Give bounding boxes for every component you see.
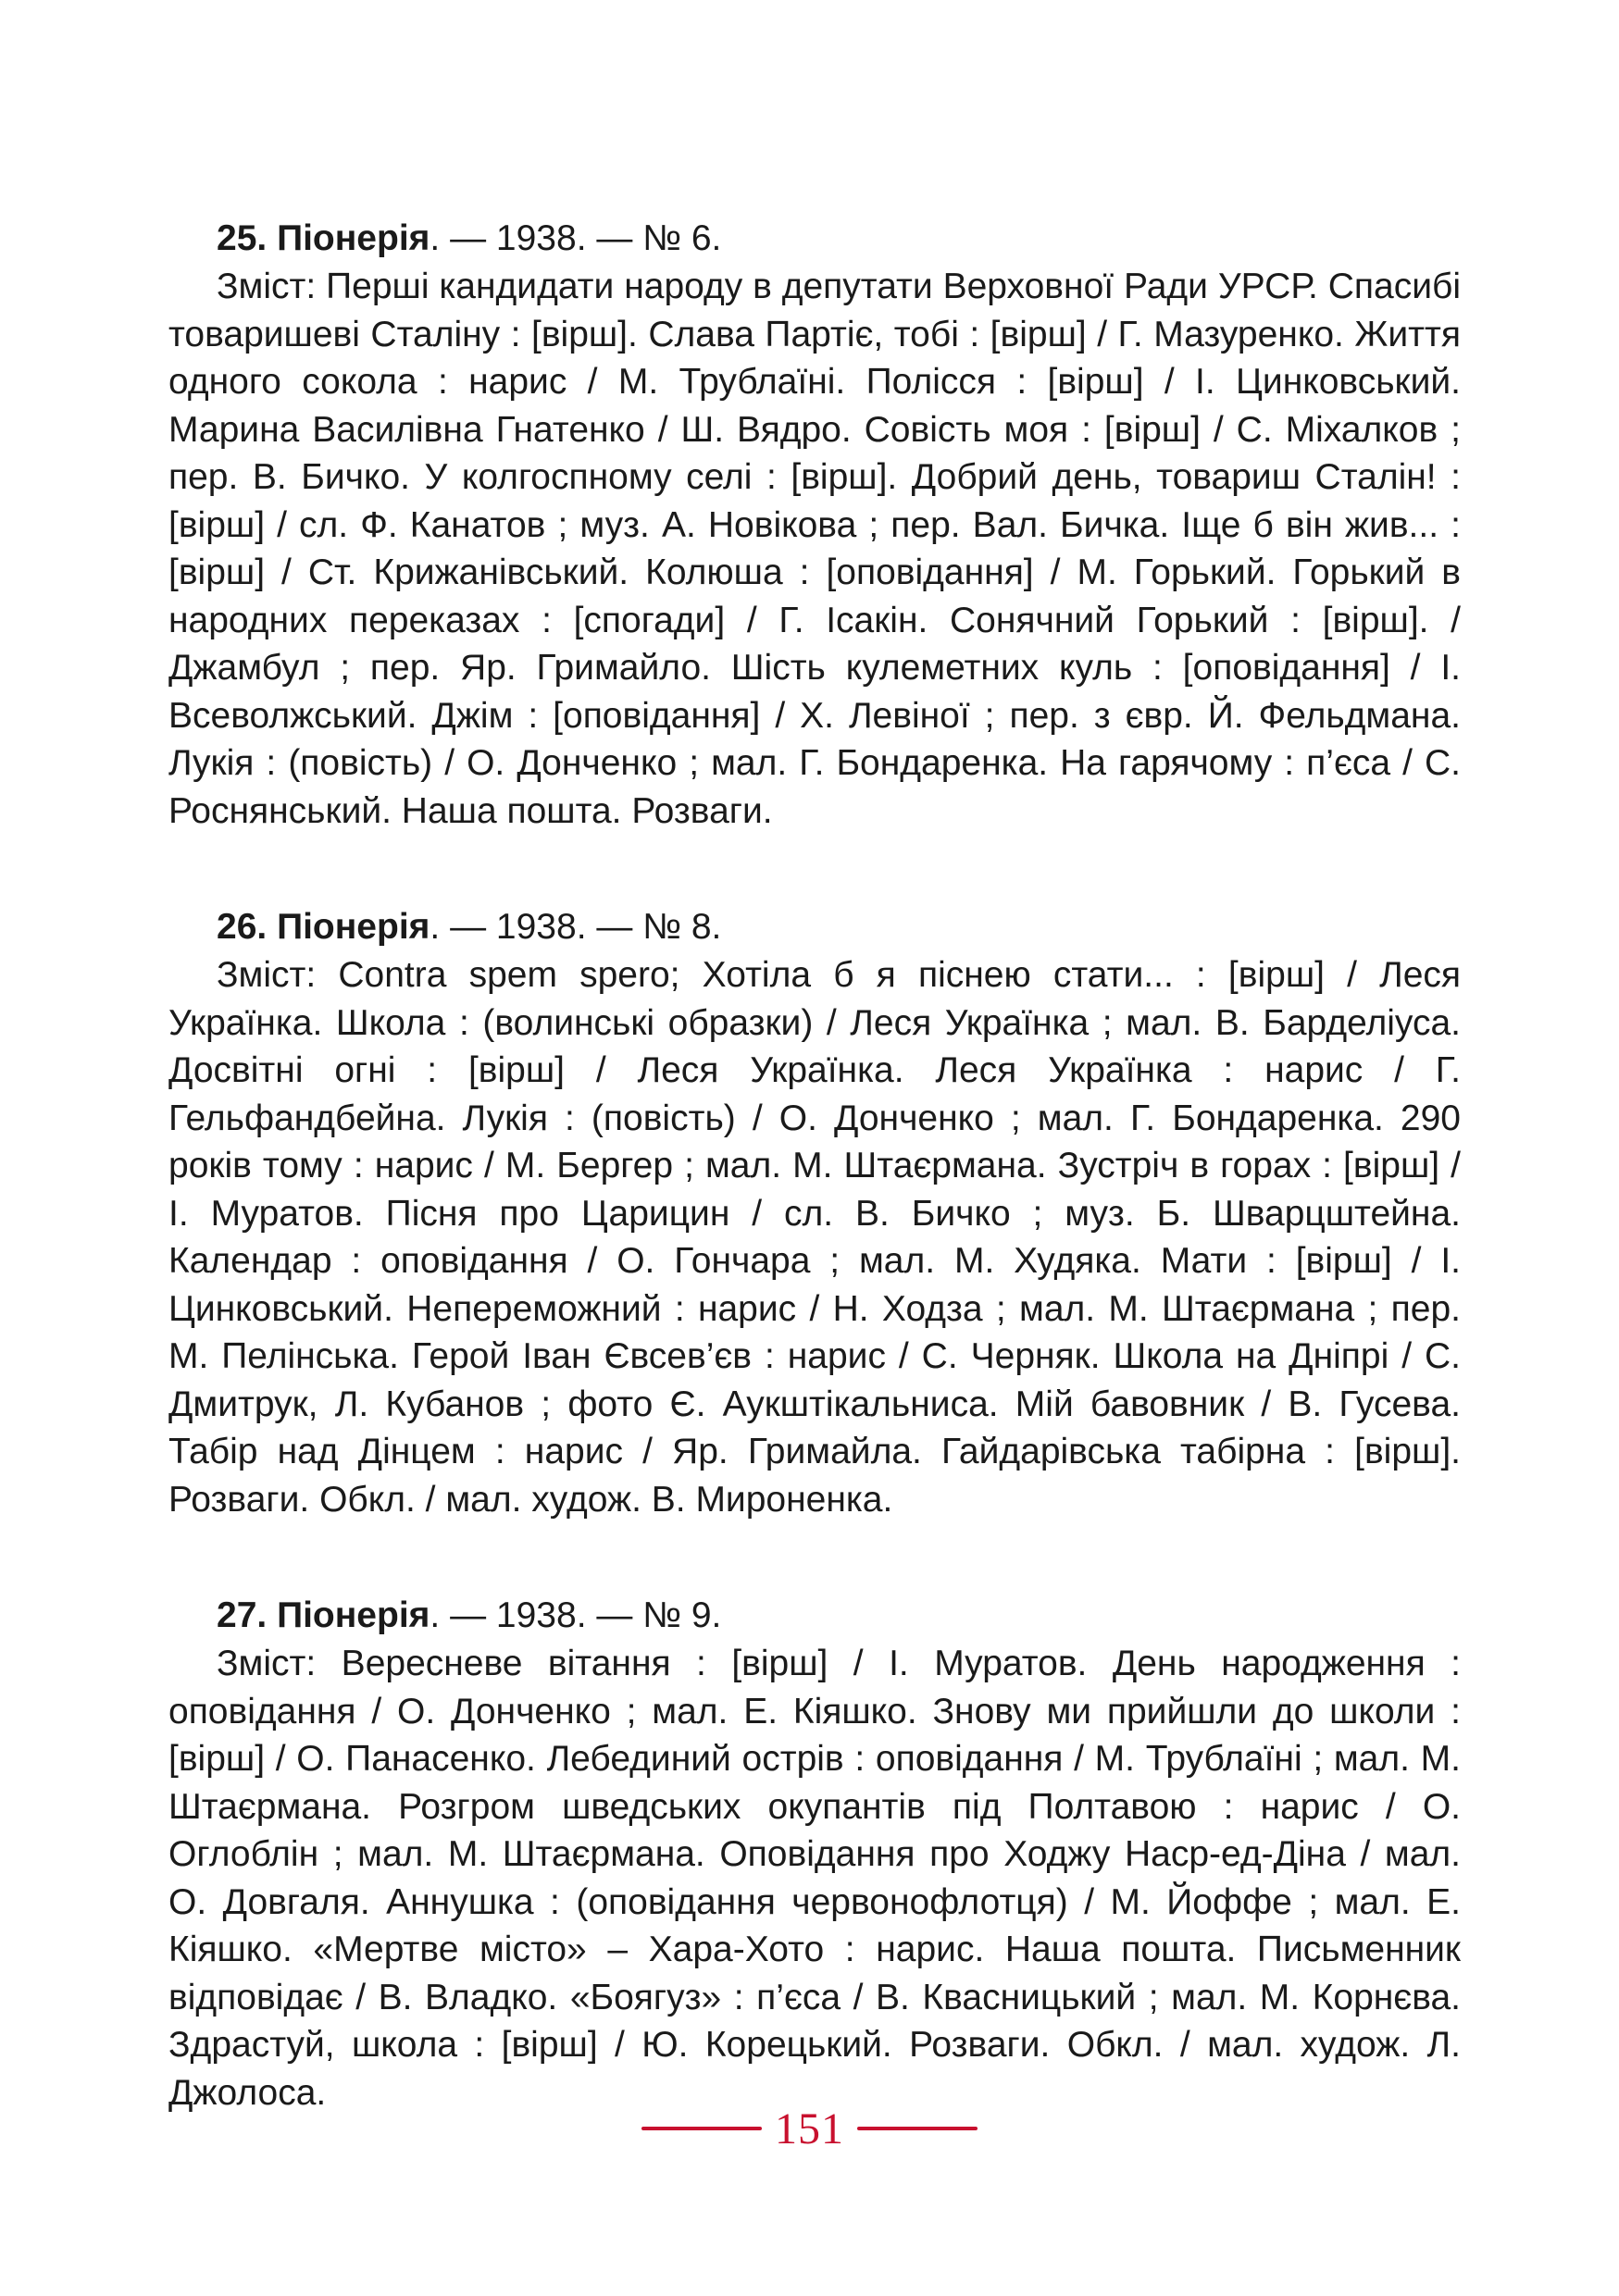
entry-contents: Зміст: Contra spem spero; Хотіла б я піснею стати... : [вірш] / Леся Українка. Школа : (волинські образки) / Леся Українка ; мал. В. Барделіуса. Досвітні огні : [вірш] / Леся Українка. Леся Українка : нарис / Г. Гельфандбейна. Лукія : (повість) / О. Донченко ; мал. Г. Бондаренка. 290 років тому : нарис / М. Бергер ; мал. М. Штаєрмана. Зустріч в горах : [вірш] / І. Муратов. Пісня про Царицин / сл. В. Бичко ; муз. Б. Шварцштейна. Календар : оповідання / О. Гончара ; мал. М. Худяка. Мати : [вірш] / І. Цинковський. Непереможний : нарис / Н. Ходза ; мал. М. Штаєрмана ; пер. М. Пелінська. Герой Іван Євсев’єв : нарис / С. Черняк. Школа на Дніпрі / С. Дмитрук, Л. Кубанов ; фото Є. Аукштікальниса. Мій бавовник / В. Гусева. Табір над Дінцем : нарис / Яр. Гримайла. Гайдарівська табірна : [вірш]. Розваги. Обкл. / мал. худож. В. Мироненка. — [168, 955, 1461, 1520]
entry-details: . — 1938. — № 8. — [430, 907, 722, 947]
bibliography-entry-27 — [168, 1592, 1461, 2116]
entry-heading — [168, 1592, 1461, 1640]
footer-rule-right — [857, 2127, 978, 2130]
entry-title: Піонерія — [277, 218, 430, 258]
bibliography-entry-26 — [168, 903, 1461, 1523]
entry-details: . — 1938. — № 9. — [430, 1595, 722, 1635]
entry-details: . — 1938. — № 6. — [430, 218, 722, 258]
entry-title: Піонерія — [277, 907, 430, 947]
entry-heading — [168, 903, 1461, 951]
entry-title: Піонерія — [277, 1595, 430, 1635]
page-footer — [0, 2101, 1619, 2156]
page-number: 151 — [775, 2104, 844, 2153]
bibliography-entry-25 — [168, 215, 1461, 835]
page-content — [168, 215, 1461, 2185]
footer-rule-left — [641, 2127, 762, 2130]
entry-number: 27. — [217, 1595, 268, 1635]
entry-number: 25. — [217, 218, 268, 258]
entry-heading — [168, 215, 1461, 263]
entry-number: 26. — [217, 907, 268, 947]
entry-contents: Зміст: Перші кандидати народу в депутати Верховної Ради УРСР. Спасибі товаришеві Сталіну : [вірш]. Слава Партіє, тобі : [вірш] / Г. Мазуренко. Життя одного сокола : нарис / М. Трублаїні. Полісся : [вірш] / І. Цинковський. Марина Василівна Гнатенко / Ш. Вядро. Совість моя : [вірш] / С. Міхалков ; пер. В. Бичко. У колгоспному селі : [вірш]. Добрий день, товариш Сталін! : [вірш] / сл. Ф. Канатов ; муз. А. Новікова ; пер. Вал. Бичка. Іще б він жив... : [вірш] / Ст. Крижанівський. Колюша : [оповідання] / М. Горький. Горький в народних переказах : [спогади] / Г. Ісакін. Сонячний Горький : [вірш]. / Джамбул ; пер. Яр. Гримайло. Шість кулеметних куль : [оповідання] / І. Всеволжський. Джім : [оповідання] / Х. Левіної ; пер. з євр. Й. Фельдмана. Лукія : (повість) / О. Донченко ; мал. Г. Бондаренка. На гарячому : п’єса / С. Роснянський. Наша пошта. Розваги. — [168, 267, 1461, 831]
entry-contents: Зміст: Вересневе вітання : [вірш] / І. Муратов. День народження : оповідання / О. Донченко ; мал. Е. Кіяшко. Знову ми прийшли до школи : [вірш] / О. Панасенко. Лебединий острів : оповідання / М. Трублаїні ; мал. М. Штаєрмана. Розгром шведських окупантів під Полтавою : нарис / О. Оглоблін ; мал. М. Штаєрмана. Оповідання про Ходжу Наср-ед-Діна / мал. О. Довгаля. Аннушка : (оповідання червонофлотця) / М. Йоффе ; мал. Е. Кіяшко. «Мертве місто» – Хара-Хото : нарис. Наша пошта. Письменник відповідає / В. Владко. «Боягуз» : п’єса / В. Квасницький ; мал. М. Корнєва. Здрастуй, школа : [вірш] / Ю. Корецький. Розваги. Обкл. / мал. худож. Л. Джолоса. — [168, 1644, 1461, 2113]
